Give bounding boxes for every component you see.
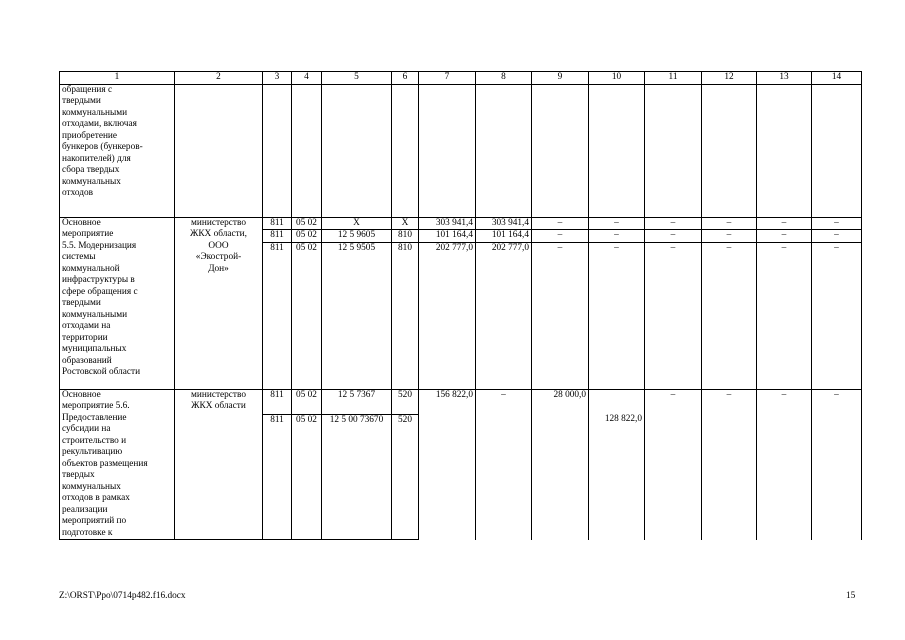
- executor: министерство ЖКХ области: [175, 389, 263, 540]
- table-row: 811 05 02 12 5 00 73670 520: [60, 414, 862, 539]
- header-cell: 9: [532, 72, 589, 85]
- table-row: 811 05 02 12 5 9605 810 101 164,4 101 164,4 – – – – – –: [60, 230, 862, 243]
- page-number: 15: [846, 591, 856, 601]
- footer-file-path: Z:\ORST\Ppo\0714p482.f16.docx: [59, 591, 186, 601]
- header-cell: 10: [589, 72, 645, 85]
- table-row: 811 05 02 12 5 9505 810 202 777,0 202 777,0 – – – – – –: [60, 242, 862, 389]
- header-cell: 4: [292, 72, 322, 85]
- header-cell: 1: [60, 72, 175, 85]
- header-cell: 12: [702, 72, 757, 85]
- table-row: Основное мероприятие 5.5. Модернизация системы коммунальной инфраструктуры в сфере обращения с твердыми коммунальными отходами на территории муниципальных образований Ростовской области министерство ЖКХ области, ООО «Экострой- Дон» 811 05 02 Х Х 303 941,4 303 941,4 – – – – – –: [60, 217, 862, 230]
- measure-name: Основное мероприятие 5.5. Модернизация системы коммунальной инфраструктуры в сфере обращения с твердыми коммунальными отходами на территории муниципальных образований Ростовской области: [60, 217, 175, 389]
- measure-name: обращения с твердыми коммунальными отходами, включая приобретение бункеров (бункеров- накопителей) для сбора твердых коммунальных отходов: [60, 84, 175, 217]
- table-row: Основное мероприятие 5.6. Предоставление субсидии на строительство и рекультивацию объектов размещения твердых коммунальных отходов в рамках реализации мероприятий по подготовке к министерство ЖКХ области 811 05 02 12 5 7367 520 156 822,0 – 28 000,0 128 822,0 – – – –: [60, 389, 862, 414]
- measure-name: Основное мероприятие 5.6. Предоставление субсидии на строительство и рекультивацию объектов размещения твердых коммунальных отходов в рамках реализации мероприятий по подготовке к: [60, 389, 175, 540]
- header-cell: 11: [645, 72, 702, 85]
- header-cell: 7: [419, 72, 476, 85]
- header-row: [60, 72, 862, 85]
- header-cell: 8: [476, 72, 532, 85]
- header-cell: 3: [263, 72, 292, 85]
- executor: министерство ЖКХ области, ООО «Экострой- Дон»: [175, 217, 263, 389]
- header-cell: 6: [392, 72, 419, 85]
- budget-table: [59, 71, 862, 540]
- header-cell: 13: [757, 72, 812, 85]
- table-row: [60, 84, 862, 217]
- header-cell: 5: [322, 72, 392, 85]
- header-cell: 2: [175, 72, 263, 85]
- header-cell: 14: [812, 72, 862, 85]
